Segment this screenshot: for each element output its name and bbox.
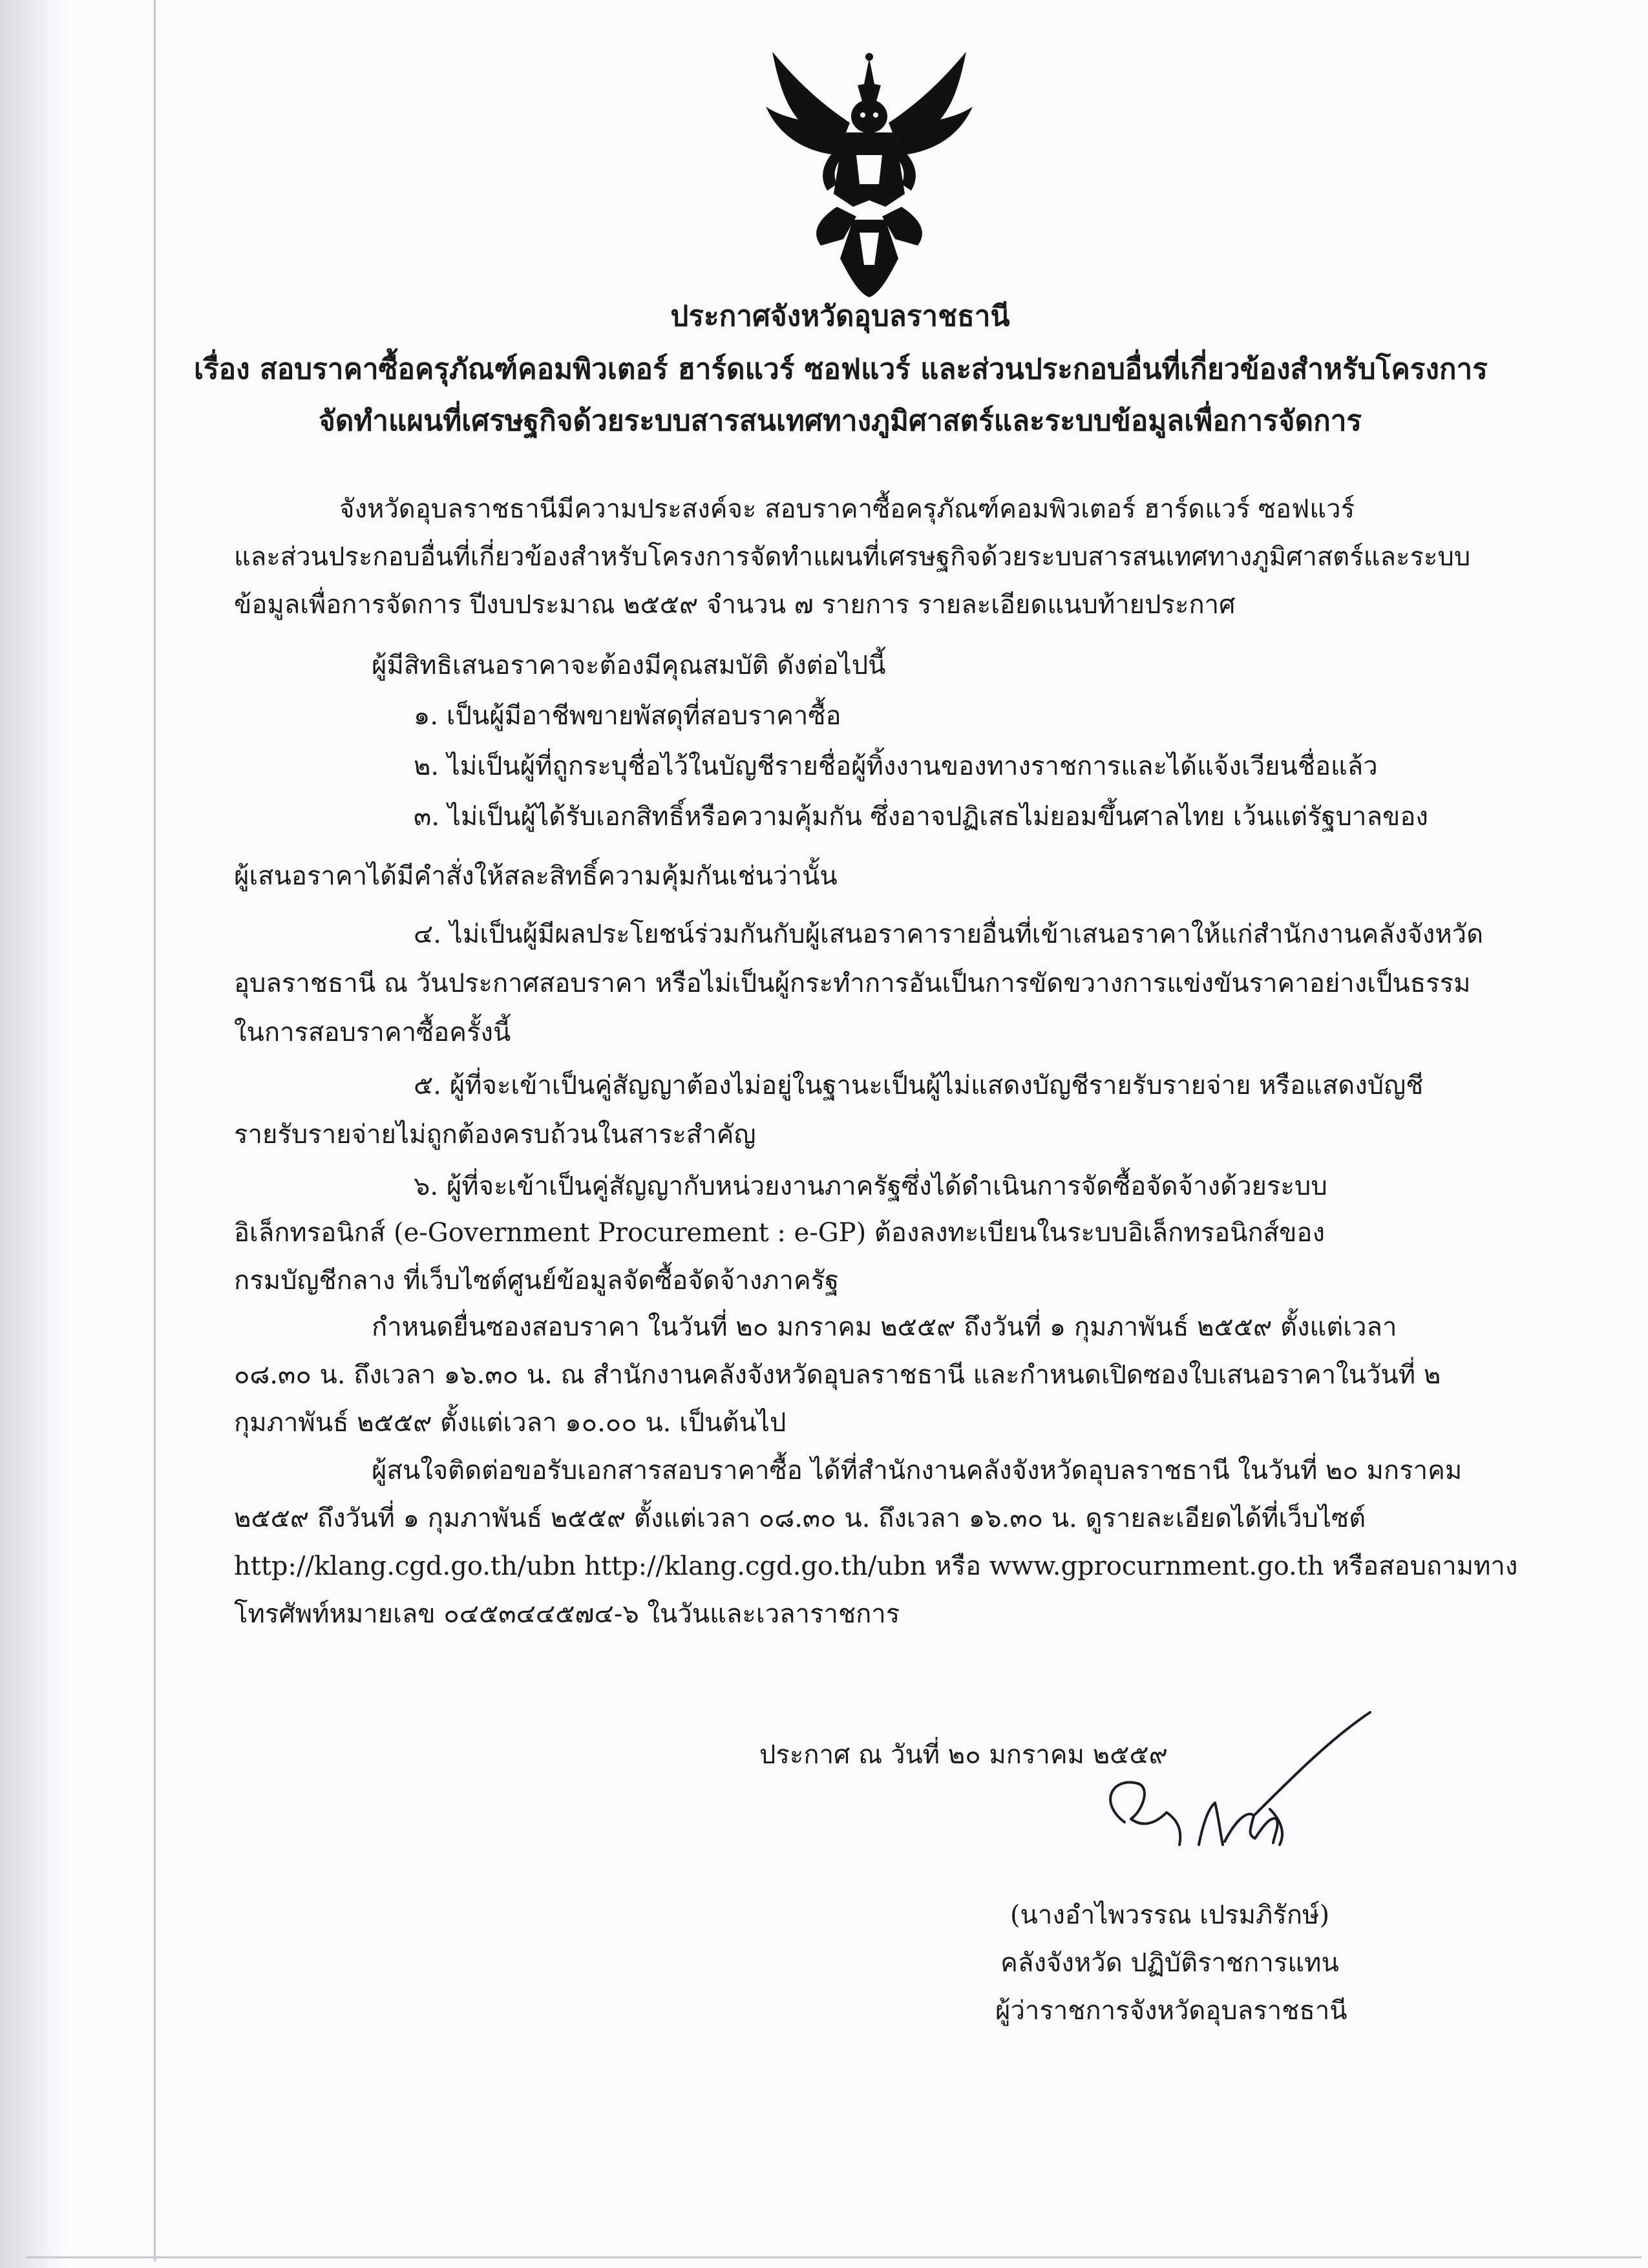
intro-line-1: จังหวัดอุบลราชธานีมีความประสงค์จะ สอบราคาซื้อครุภัณฑ์คอมพิวเตอร์ ฮาร์ดแวร์ ซอฟแวร์	[339, 494, 1355, 524]
scan-margin-line	[154, 0, 156, 2262]
qualification-6-line-1: ๖. ผู้ที่จะเข้าเป็นคู่สัญญากับหน่วยงานภาครัฐซึ่งได้ดำเนินการจัดซื้อจัดจ้างด้วยระบบ	[414, 1171, 1327, 1201]
qualifications-heading: ผู้มีสิทธิเสนอราคาจะต้องมีคุณสมบัติ ดังต่อไปนี้	[372, 651, 886, 680]
qualification-1: ๑. เป็นผู้มีอาชีพขายพัสดุที่สอบราคาซื้อ	[414, 701, 841, 731]
announce-date: ประกาศ ณ วันที่ ๒๐ มกราคม ๒๕๕๙	[759, 1740, 1168, 1770]
scan-bottom-line	[26, 2256, 1642, 2258]
garuda-emblem-icon	[759, 45, 979, 297]
qualification-2: ๒. ไม่เป็นผู้ที่ถูกระบุชื่อไว้ในบัญชีรายชื่อผู้ทิ้งงานของทางราชการและได้แจ้งเวียนชื่อแล้ว	[414, 751, 1378, 781]
qualification-5-line-2: รายรับรายจ่ายไม่ถูกต้องครบถ้วนในสาระสำคัญ	[234, 1120, 756, 1150]
subject-line-1: เรื่อง สอบราคาซื้อครุภัณฑ์คอมพิวเตอร์ ฮาร์ดแวร์ ซอฟแวร์ และส่วนประกอบอื่นที่เกี่ยวข้องสำหรับโครงการ	[194, 353, 1488, 386]
qualification-3-line-2: ผู้เสนอราคาได้มีคำสั่งให้สละสิทธิ์ความคุ้มกันเช่นว่านั้น	[234, 861, 838, 891]
contact-line-2: ๒๕๕๙ ถึงวันที่ ๑ กุมภาพันธ์ ๒๕๕๙ ตั้งแต่เวลา ๐๘.๓๐ น. ถึงเวลา ๑๖.๓๐ น. ดูรายละเอียดได้ที่เว็บไซต์	[234, 1504, 1366, 1533]
submission-line-2: ๐๘.๓๐ น. ถึงเวลา ๑๖.๓๐ น. ณ สำนักงานคลังจังหวัดอุบลราชธานี และกำหนดเปิดซองใบเสนอราคาในวันที่ ๒	[234, 1360, 1441, 1390]
contact-line-4: โทรศัพท์หมายเลข ๐๔๕๓๔๔๕๗๔-๖ ในวันและเวลาราชการ	[234, 1599, 900, 1629]
qualification-4-line-1: ๔. ไม่เป็นผู้มีผลประโยชน์ร่วมกันกับผู้เสนอราคารายอื่นที่เข้าเสนอราคาให้แก่สำนักงานคลังจังหวัด	[414, 919, 1484, 949]
document-title: ประกาศจังหวัดอุบลราชธานี	[670, 300, 1010, 333]
submission-line-3: กุมภาพันธ์ ๒๕๕๙ ตั้งแต่เวลา ๑๐.๐๐ น. เป็นต้นไป	[234, 1408, 787, 1438]
scan-edge-shadow	[0, 0, 65, 2268]
subject-line-2: จัดทำแผนที่เศรษฐกิจด้วยระบบสารสนเทศทางภูมิศาสตร์และระบบข้อมูลเพื่อการจัดการ	[318, 404, 1362, 437]
intro-line-2: และส่วนประกอบอื่นที่เกี่ยวข้องสำหรับโครงการจัดทำแผนที่เศรษฐกิจด้วยระบบสารสนเทศทางภูมิศาสตร์และระบบ	[234, 542, 1471, 572]
signer-authority: ผู้ว่าราชการจังหวัดอุบลราชธานี	[995, 1996, 1347, 2026]
contact-line-1: ผู้สนใจติดต่อขอรับเอกสารสอบราคาซื้อ ได้ที่สำนักงานคลังจังหวัดอุบลราชธานี ในวันที่ ๒๐ มกราคม	[372, 1456, 1463, 1486]
handwritten-signature-icon	[1086, 1706, 1383, 1893]
signer-name: (นางอำไพวรรณ เปรมภิรักษ์)	[1009, 1900, 1330, 1930]
qualification-4-line-3: ในการสอบราคาซื้อครั้งนี้	[234, 1018, 511, 1047]
intro-line-3: ข้อมูลเพื่อการจัดการ ปีงบประมาณ ๒๕๕๙ จำนวน ๗ รายการ รายละเอียดแนบท้ายประกาศ	[234, 590, 1236, 620]
submission-line-1: กำหนดยื่นซองสอบราคา ในวันที่ ๒๐ มกราคม ๒๕๕๙ ถึงวันที่ ๑ กุมภาพันธ์ ๒๕๕๙ ตั้งแต่เวลา	[372, 1312, 1397, 1342]
qualification-4-line-2: อุบลราชธานี ณ วันประกาศสอบราคา หรือไม่เป็นผู้กระทำการอันเป็นการขัดขวางการแข่งขันราคาอย่างเป็นธรรม	[234, 969, 1471, 998]
qualification-6-line-2: อิเล็กทรอนิกส์ (e-Government Procurement : e-GP) ต้องลงทะเบียนในระบบอิเล็กทรอนิกส์ของ	[234, 1218, 1325, 1248]
qualification-5-line-1: ๕. ผู้ที่จะเข้าเป็นคู่สัญญาต้องไม่อยู่ในฐานะเป็นผู้ไม่แสดงบัญชีรายรับรายจ่าย หรือแสดงบัญชี	[414, 1071, 1424, 1100]
contact-line-3: http://klang.cgd.go.th/ubn http://klang.cgd.go.th/ubn หรือ www.gprocurnment.go.th หรือสอบถามทาง	[234, 1551, 1518, 1581]
qualification-3-line-1: ๓. ไม่เป็นผู้ได้รับเอกสิทธิ์หรือความคุ้มกัน ซึ่งอาจปฏิเสธไม่ยอมขึ้นศาลไทย เว้นแต่รัฐบาลของ	[414, 802, 1428, 832]
qualification-6-line-3: กรมบัญชีกลาง ที่เว็บไซต์ศูนย์ข้อมูลจัดซื้อจัดจ้างภาครัฐ	[234, 1266, 840, 1296]
signer-position: คลังจังหวัด ปฏิบัติราชการแทน	[1000, 1948, 1339, 1978]
